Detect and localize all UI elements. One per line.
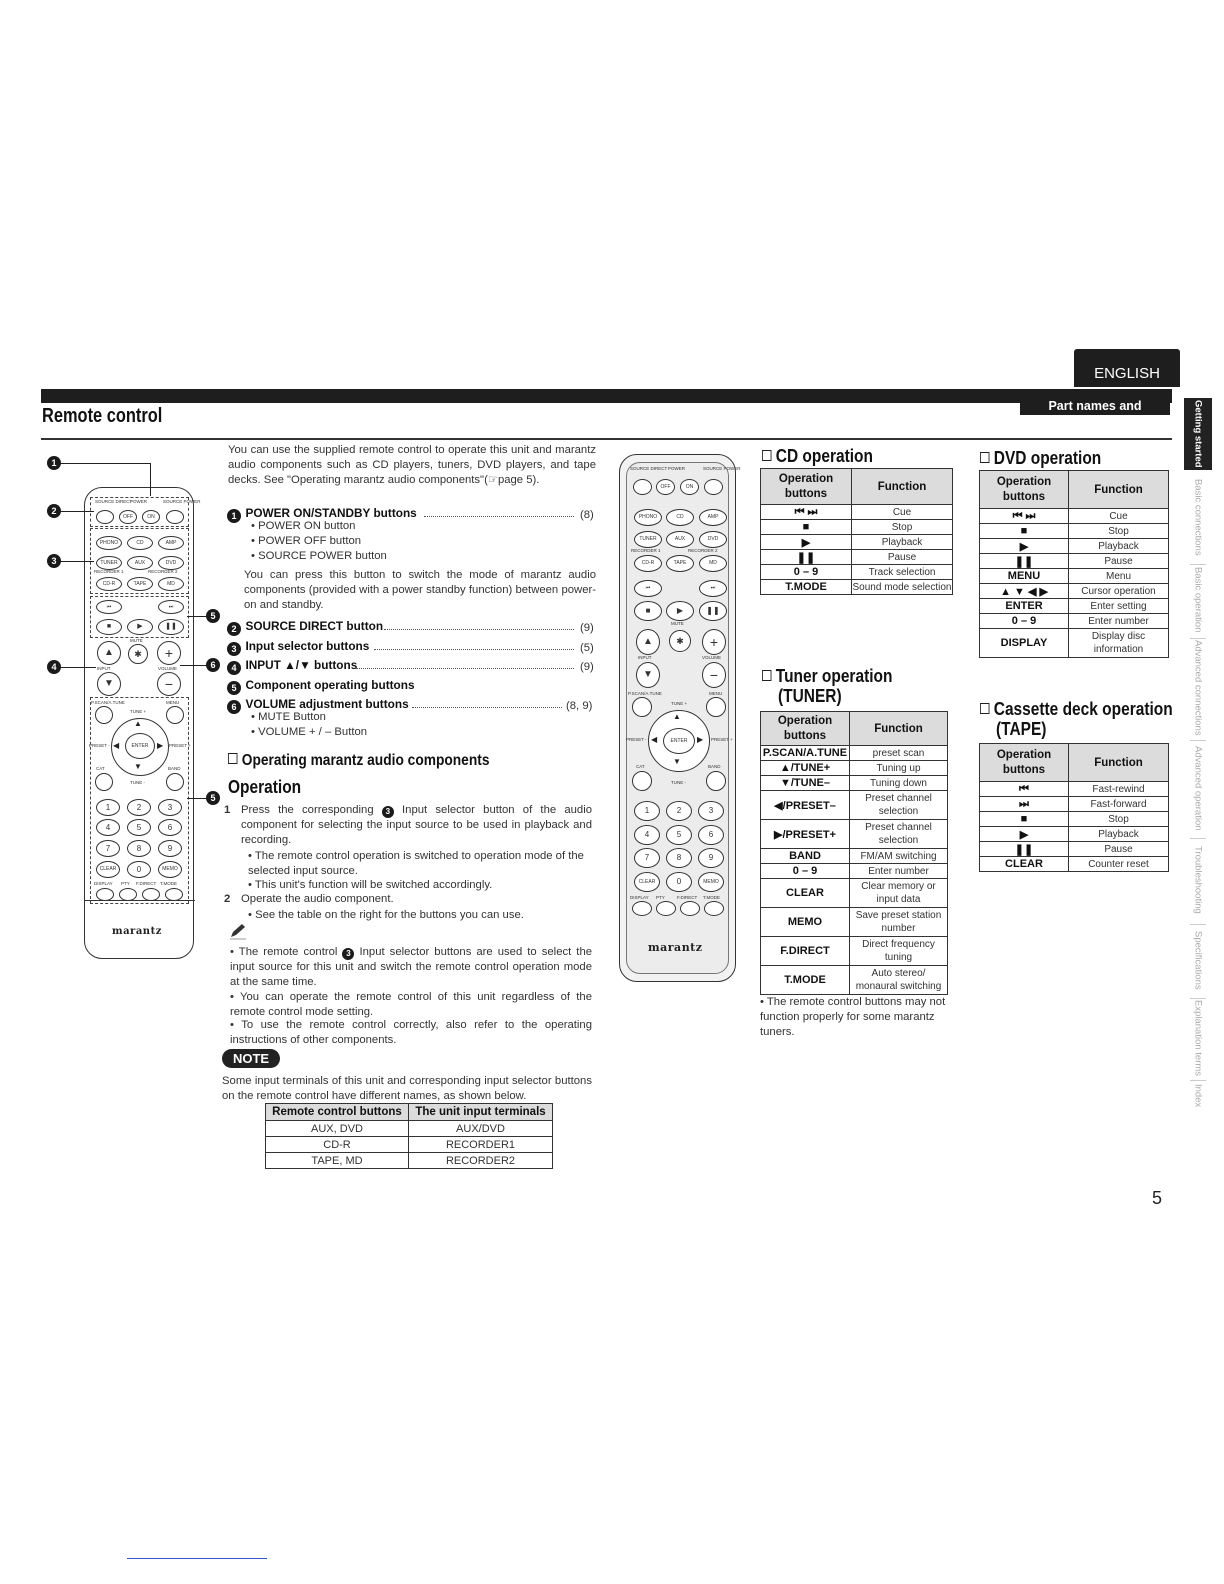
digit-4-button[interactable]: 4: [634, 825, 660, 845]
item-page-power: (8): [580, 509, 594, 521]
band-button[interactable]: [166, 773, 184, 791]
nav-index[interactable]: Index: [1192, 1084, 1204, 1108]
label-recorder2: RECORDER 2: [148, 569, 178, 574]
callout-3: 3: [47, 554, 61, 568]
aux-button[interactable]: AUX: [666, 531, 694, 548]
source-power-button[interactable]: [704, 479, 723, 495]
memo-bullet-3: • To use the remote control correctly, also refer to the operating instructions of other components.: [230, 1019, 592, 1046]
memo-button[interactable]: MEMO: [698, 872, 724, 892]
callout-5a: 5: [206, 609, 220, 623]
digit-6-button[interactable]: 6: [698, 825, 724, 845]
note-text: Some input terminals of this unit and corresponding input selector buttons on the remote control have different names, as shown below.: [222, 1075, 592, 1102]
digit-4-button[interactable]: 4: [96, 819, 120, 836]
display-button[interactable]: [96, 888, 114, 901]
digit-8-button[interactable]: 8: [127, 840, 151, 857]
nav-right-icon: ▶: [697, 735, 704, 744]
leader-dots: [356, 667, 574, 669]
label-source-direct: SOURCE DIRECT: [630, 466, 668, 471]
table-row: BAND FM/AM switching: [761, 849, 948, 864]
volume-up-button[interactable]: +: [157, 641, 181, 665]
menu-button[interactable]: [166, 706, 184, 724]
digit-7-button[interactable]: 7: [634, 848, 660, 868]
skip-forward-button[interactable]: ⏭: [699, 580, 727, 597]
power-on-button[interactable]: ON: [142, 510, 160, 524]
callout-line-1: [60, 463, 150, 464]
cd-operation-table: [760, 468, 953, 595]
label-power: POWER: [130, 499, 148, 504]
table-row: MENU Menu: [980, 569, 1169, 584]
phono-button[interactable]: PHONO: [634, 509, 662, 526]
label-pscan: P.SCAN/A.TUNE: [91, 700, 125, 705]
label-source-direct: SOURCE DIRECT: [95, 499, 133, 504]
title-divider: [41, 438, 1172, 440]
table-row: AUX, DVD AUX/DVD: [266, 1121, 553, 1137]
table-row: TAPE, MD RECORDER2: [266, 1153, 553, 1169]
table-row: T.MODE Auto stereo/ monaural switching: [761, 966, 948, 995]
table-row: ▶/PRESET+ Preset channel selection: [761, 820, 948, 849]
power-off-button[interactable]: OFF: [119, 510, 137, 524]
label-recorder2: RECORDER 2: [688, 548, 718, 553]
table-row: ⏮ Fast-rewind: [980, 782, 1169, 797]
label-tmode: T.MODE: [703, 895, 721, 900]
tape-operation-table: [979, 743, 1169, 872]
source-direct-button[interactable]: [96, 510, 114, 524]
label-source-power: SOURCE POWER: [163, 499, 201, 504]
language-tab[interactable]: ENGLISH: [1074, 349, 1180, 387]
table-row: ■ Stop: [761, 520, 953, 535]
tape-operation-heading: Cassette deck operation: [980, 699, 1173, 720]
table-header: Function: [1069, 744, 1169, 782]
clear-button[interactable]: CLEAR: [96, 861, 120, 878]
label-band: BAND: [708, 764, 721, 769]
label-menu: MENU: [709, 691, 723, 696]
memo-bullet-2: • You can operate the remote control of this unit regardless of the remote control mode setting.: [230, 991, 592, 1018]
item-page-input-buttons: (9): [580, 661, 594, 673]
nav-advanced-connections[interactable]: Advanced connections: [1192, 640, 1204, 736]
menu-button[interactable]: [706, 697, 726, 717]
note-badge: NOTE: [222, 1049, 280, 1068]
table-row: ▲/TUNE+ Tuning up: [761, 761, 948, 776]
nav-basic-operation[interactable]: Basic operation: [1192, 567, 1204, 633]
bullet-mute: • MUTE Button: [251, 711, 326, 723]
item-page-source-direct: (9): [580, 622, 594, 634]
operating-components-heading: Operating marantz audio components: [228, 752, 489, 770]
label-input: INPUT: [638, 655, 652, 660]
bullet-power-off: • POWER OFF button: [251, 535, 362, 547]
phono-button[interactable]: PHONO: [96, 536, 122, 550]
item-num-6: 6: [227, 700, 241, 714]
nav-down-icon: ▼: [673, 757, 681, 766]
label-recorder1: RECORDER 1: [94, 569, 124, 574]
callout-line-1v: [150, 463, 151, 496]
leader-dots: [384, 628, 574, 630]
page-title: Remote control: [42, 405, 163, 427]
brand-logo: marantz: [648, 941, 703, 954]
leader-dots: [412, 706, 562, 708]
step-2-bullet: • See the table on the right for the buttons you can use.: [248, 909, 524, 921]
table-row: ❚❚ Pause: [980, 554, 1169, 569]
table-header: Remote control buttons: [266, 1104, 409, 1121]
pscan-button[interactable]: [95, 706, 113, 724]
label-volume: VOLUME: [702, 655, 722, 660]
nav-getting-started[interactable]: Getting started: [1184, 398, 1212, 470]
label-mute: MUTE: [130, 638, 143, 643]
step-1-bullet-1: • The remote control operation is switched to operation mode of the selected input source.: [248, 850, 584, 877]
md-button[interactable]: MD: [158, 577, 184, 591]
item-label-input-buttons: INPUT ▲/▼ buttons: [245, 658, 358, 672]
table-row: 0 – 9 Track selection: [761, 565, 953, 580]
item-input-buttons: [227, 656, 357, 675]
header-bar: [41, 389, 1172, 403]
digit-5-button[interactable]: 5: [127, 819, 151, 836]
bullet-volume: • VOLUME + / – Button: [251, 726, 368, 738]
dvd-button[interactable]: DVD: [699, 531, 727, 548]
digit-9-button[interactable]: 9: [158, 840, 182, 857]
table-row: ⏭ Fast-forward: [980, 797, 1169, 812]
item-label-volume: VOLUME adjustment buttons: [245, 697, 409, 711]
label-pty: PTY: [121, 881, 130, 886]
item-num-2: 2: [227, 622, 241, 636]
enter-button[interactable]: ENTER: [663, 728, 695, 754]
label-display: DISPLAY: [630, 895, 649, 900]
nav-specifications[interactable]: Specifications: [1192, 930, 1204, 990]
section-tag: Part names and functions: [1020, 398, 1170, 415]
stop-button[interactable]: ■: [634, 601, 662, 621]
callout-5b: 5: [206, 791, 220, 805]
clear-button[interactable]: CLEAR: [634, 872, 660, 892]
label-pscan: P.SCAN/A.TUNE: [628, 691, 662, 696]
callout-line-5a: [187, 616, 207, 617]
item-label-input-selector: Input selector buttons: [245, 639, 370, 653]
table-row: ENTER Enter setting: [980, 599, 1169, 614]
tmode-button[interactable]: [704, 901, 724, 916]
label-preset-plus: PRESET +: [169, 743, 191, 748]
footer-rule: [127, 1558, 267, 1559]
label-tune-plus: TUNE +: [671, 701, 688, 706]
memo-button[interactable]: MEMO: [158, 861, 182, 878]
page-number: 5: [1152, 1188, 1163, 1208]
bullet-power-on: • POWER ON button: [251, 520, 356, 532]
nav-right-icon: ▶: [157, 741, 164, 750]
band-button[interactable]: [706, 771, 726, 791]
digit-1-button[interactable]: 1: [96, 799, 120, 816]
callout-line-2: [60, 511, 94, 512]
table-row: CD-R RECORDER1: [266, 1137, 553, 1153]
table-row: ◀/PRESET– Preset channel selection: [761, 791, 948, 820]
digit-7-button[interactable]: 7: [96, 840, 120, 857]
operation-heading: Operation: [228, 777, 302, 797]
digit-0-button[interactable]: 0: [666, 872, 692, 892]
digit-2-button[interactable]: 2: [666, 801, 692, 821]
table-row: ⏮ ⏭ Cue: [980, 509, 1169, 524]
tuner-note: • The remote control buttons may not function properly for some marantz tuners.: [760, 996, 946, 1038]
table-row: DISPLAY Display disc information: [980, 629, 1169, 658]
nav-left-icon: ◀: [651, 735, 658, 744]
cdr-button[interactable]: CD-R: [634, 555, 662, 572]
cat-button[interactable]: [632, 771, 652, 791]
item-num-4: 4: [227, 661, 241, 675]
volume-up-button[interactable]: +: [702, 629, 726, 655]
table-row: ■ Stop: [980, 812, 1169, 827]
step-2-text: Operate the audio component.: [241, 893, 394, 905]
aux-button[interactable]: AUX: [127, 556, 153, 570]
table-row: ⏮ ⏭ Cue: [761, 505, 953, 520]
mute-button[interactable]: ✱: [128, 644, 148, 664]
table-row: ❚❚ Pause: [761, 550, 953, 565]
tuner-operation-table: [760, 711, 948, 995]
digit-5-button[interactable]: 5: [666, 825, 692, 845]
nav-left-icon: ◀: [113, 741, 120, 750]
table-row: 0 – 9 Enter number: [980, 614, 1169, 629]
power-off-button[interactable]: OFF: [656, 479, 675, 495]
nav-down-icon: ▼: [134, 762, 142, 771]
tuner-operation-heading: Tuner operation: [762, 666, 892, 687]
callout-line-6: [180, 665, 207, 666]
cat-button[interactable]: [95, 773, 113, 791]
tuner-button[interactable]: TUNER: [96, 556, 122, 570]
pty-button[interactable]: [119, 888, 137, 901]
source-direct-button[interactable]: [633, 479, 652, 495]
callout-line-3: [60, 561, 94, 562]
input-down-button[interactable]: ▼: [97, 672, 121, 696]
label-fdirect: F.DIRECT: [136, 881, 157, 886]
label-display: DISPLAY: [94, 881, 113, 886]
label-tune-minus: TUNE -: [671, 780, 686, 785]
digit-3-button[interactable]: 3: [698, 801, 724, 821]
fdirect-button[interactable]: [142, 888, 160, 901]
table-row: ■ Stop: [980, 524, 1169, 539]
label-preset-minus: PRESET -: [626, 737, 647, 742]
pause-button[interactable]: ❚❚: [699, 601, 727, 621]
item-label-power: POWER ON/STANDBY buttons: [245, 506, 417, 520]
pencil-memo-icon: [228, 922, 248, 940]
label-tmode: T.MODE: [160, 881, 178, 886]
dvd-operation-table: [979, 470, 1169, 658]
bullet-source-power: • SOURCE POWER button: [251, 550, 387, 562]
label-fdirect: F.DIRECT: [677, 895, 698, 900]
item-label-source-direct: SOURCE DIRECT button: [245, 619, 384, 633]
table-row: ❚❚ Pause: [980, 842, 1169, 857]
nav-explanation-terms[interactable]: Explanation terms: [1192, 999, 1204, 1077]
label-menu: MENU: [166, 700, 180, 705]
table-header: Function: [1069, 471, 1169, 509]
tuner-operation-subheading: (TUNER): [778, 686, 842, 706]
table-row: ▲ ▼ ◀ ▶ Cursor operation: [980, 584, 1169, 599]
table-header: Function: [850, 712, 948, 746]
item-num-3: 3: [227, 642, 241, 656]
label-preset-plus: PRESET +: [711, 737, 733, 742]
nav-advanced-operation[interactable]: Advanced operation: [1192, 745, 1204, 831]
amp-button[interactable]: AMP: [158, 536, 184, 550]
volume-down-button[interactable]: −: [702, 662, 726, 688]
table-row: 0 – 9 Enter number: [761, 864, 948, 879]
label-volume: VOLUME: [158, 666, 178, 671]
memo-bullet-1: • The remote control 3 Input selector buttons are used to select the input source for this unit and switch the remote control operation mode at the same time.: [230, 946, 593, 988]
item-source-direct: [227, 617, 383, 636]
digit-8-button[interactable]: 8: [666, 848, 692, 868]
amp-button[interactable]: AMP: [699, 509, 727, 526]
mute-button[interactable]: ✱: [669, 630, 691, 652]
power-on-button[interactable]: ON: [680, 479, 699, 495]
table-row: MEMO Save preset station number: [761, 908, 948, 937]
nav-up-icon: ▲: [134, 719, 142, 728]
input-down-button[interactable]: ▼: [636, 662, 660, 688]
item-num-1: 1: [227, 509, 241, 523]
digit-9-button[interactable]: 9: [698, 848, 724, 868]
md-button[interactable]: MD: [699, 555, 727, 572]
digit-0-button[interactable]: 0: [127, 861, 151, 878]
pscan-button[interactable]: [632, 697, 652, 717]
label-cat: CAT: [96, 766, 105, 771]
step-1-text: Press the corresponding 3 Input selector button of the audio component for selecting the input source to be used in playback and recording.: [241, 804, 592, 846]
item-page-volume: (8, 9): [566, 700, 593, 712]
terminal-table: [265, 1103, 553, 1169]
volume-down-button[interactable]: −: [157, 672, 181, 696]
digit-6-button[interactable]: 6: [158, 819, 182, 836]
callout-4: 4: [47, 660, 61, 674]
nav-up-icon: ▲: [673, 712, 681, 721]
pty-button[interactable]: [656, 901, 676, 916]
cd-operation-heading: CD operation: [762, 446, 873, 467]
label-band: BAND: [168, 766, 181, 771]
source-power-button[interactable]: [166, 510, 184, 524]
table-header: Function: [852, 469, 953, 505]
dvd-operation-heading: DVD operation: [980, 448, 1101, 469]
display-button[interactable]: [632, 901, 652, 916]
intro-text: You can use the supplied remote control to operate this unit and marantz audio components such as CD players, tuners, DVD players, and tape decks. See "Operating marantz audio components"(☞page 5).: [228, 444, 596, 486]
label-source-power: SOURCE POWER: [703, 466, 741, 471]
input-up-button[interactable]: ▲: [636, 629, 660, 655]
leader-dots: [374, 648, 574, 650]
tmode-button[interactable]: [165, 888, 183, 901]
tape-button[interactable]: TAPE: [666, 555, 694, 572]
label-tune-minus: TUNE -: [130, 780, 145, 785]
callout-line-4: [60, 667, 96, 668]
skip-back-button[interactable]: ⏮: [634, 580, 662, 597]
label-power: POWER: [668, 466, 686, 471]
digit-1-button[interactable]: 1: [634, 801, 660, 821]
nav-basic-connections[interactable]: Basic connections: [1192, 478, 1204, 556]
label-input: INPUT: [97, 666, 111, 671]
play-button[interactable]: ▶: [127, 619, 153, 635]
table-header: Operation buttons: [761, 469, 852, 505]
digit-2-button[interactable]: 2: [127, 799, 151, 816]
pause-button[interactable]: ❚❚: [158, 619, 184, 635]
label-recorder1: RECORDER 1: [631, 548, 661, 553]
table-header: Operation buttons: [980, 471, 1069, 509]
label-pty: PTY: [656, 895, 665, 900]
step-1-bullet-2: • This unit's function will be switched accordingly.: [248, 879, 493, 891]
item-page-input-selector: (5): [580, 642, 594, 654]
skip-back-button[interactable]: ⏮: [96, 600, 122, 614]
table-row: ▶ Playback: [980, 827, 1169, 842]
table-row: ▶ Playback: [980, 539, 1169, 554]
table-row: F.DIRECT Direct frequency tuning: [761, 937, 948, 966]
table-row: ▼/TUNE– Tuning down: [761, 776, 948, 791]
fdirect-button[interactable]: [680, 901, 700, 916]
skip-forward-button[interactable]: ⏭: [158, 600, 184, 614]
nav-troubleshooting[interactable]: Troubleshooting: [1192, 846, 1204, 914]
stop-button[interactable]: ■: [96, 619, 122, 635]
tape-button[interactable]: TAPE: [127, 577, 153, 591]
table-row: CLEAR Counter reset: [980, 857, 1169, 872]
table-header: Operation buttons: [761, 712, 850, 746]
item-component-operating: [227, 676, 415, 695]
callout-line-5b: [187, 798, 207, 799]
digit-3-button[interactable]: 3: [158, 799, 182, 816]
table-row: T.MODE Sound mode selection: [761, 580, 953, 595]
callout-1: 1: [47, 456, 61, 470]
callout-2: 2: [47, 504, 61, 518]
tuner-button[interactable]: TUNER: [634, 531, 662, 548]
side-navigation: [1184, 398, 1212, 1110]
table-header: Operation buttons: [980, 744, 1069, 782]
label-mute: MUTE: [671, 621, 684, 626]
dvd-button[interactable]: DVD: [158, 556, 184, 570]
input-up-button[interactable]: ▲: [97, 641, 121, 665]
power-description: You can press this button to switch the mode of marantz audio components (provided with a power standby function) between power-on and standby.: [244, 569, 596, 611]
table-header: The unit input terminals: [409, 1104, 553, 1121]
label-cat: CAT: [636, 764, 645, 769]
label-tune-plus: TUNE +: [130, 709, 147, 714]
table-row: P.SCAN/A.TUNE preset scan: [761, 746, 948, 761]
step-2-number: 2: [224, 893, 231, 905]
item-label-component-operating: Component operating buttons: [245, 678, 415, 692]
cd-button[interactable]: CD: [666, 509, 694, 526]
item-input-selector: [227, 637, 369, 656]
table-row: ▶ Playback: [761, 535, 953, 550]
cd-button[interactable]: CD: [127, 536, 153, 550]
leader-dots: [424, 515, 574, 517]
brand-logo: marantz: [112, 926, 162, 937]
cdr-button[interactable]: CD-R: [96, 577, 122, 591]
item-num-5: 5: [227, 681, 241, 695]
play-button[interactable]: ▶: [666, 601, 694, 621]
callout-6: 6: [206, 658, 220, 672]
table-row: CLEAR Clear memory or input data: [761, 879, 948, 908]
tape-operation-subheading: (TAPE): [996, 719, 1047, 739]
enter-button[interactable]: ENTER: [125, 733, 155, 759]
label-preset-minus: PRESET -: [89, 743, 110, 748]
step-1-number: 1: [224, 804, 231, 816]
